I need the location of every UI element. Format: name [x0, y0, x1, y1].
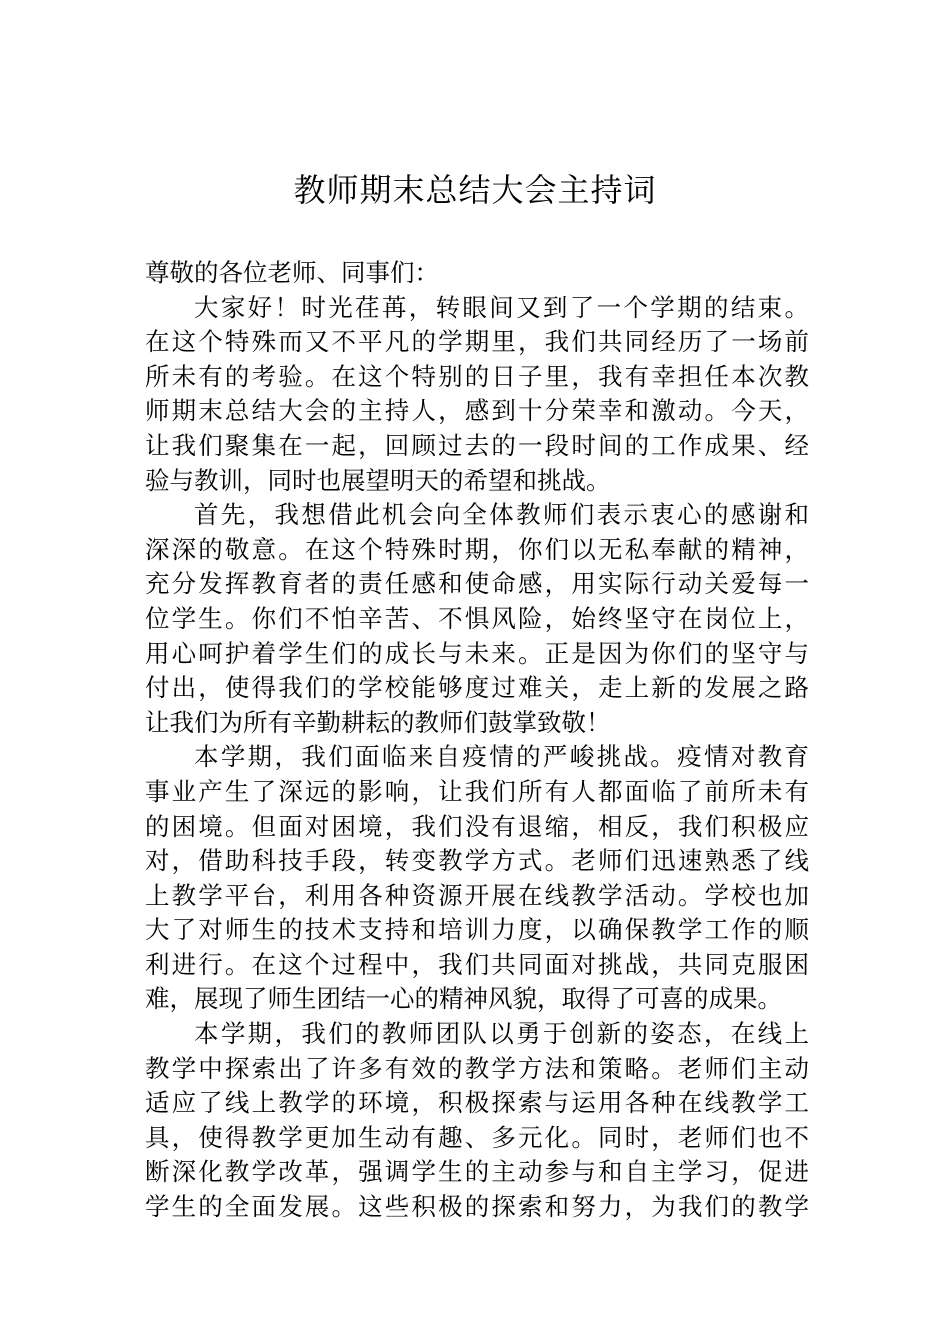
paragraph-3-line-7: 利进行。在这个过程中，我们共同面对挑战，共同克服困 [145, 949, 809, 979]
paragraph-1-line-2: 在这个特殊而又不平凡的学期里，我们共同经历了一场前 [145, 327, 809, 357]
greeting-line: 尊敬的各位老师、同事们： [145, 258, 439, 287]
paragraph-3-line-3: 的困境。但面对困境，我们没有退缩，相反，我们积极应 [145, 811, 809, 841]
paragraph-4-line-3: 适应了线上教学的环境，积极探索与运用各种在线教学工 [145, 1088, 809, 1118]
document-title: 教师期末总结大会主持词 [293, 171, 657, 209]
paragraph-4-line-4: 具，使得教学更加生动有趣、多元化。同时，老师们也不 [145, 1122, 809, 1152]
paragraph-3-line-8: 难，展现了师生团结一心的精神风貌，取得了可喜的成果。 [145, 984, 782, 1014]
paragraph-1-line-5: 让我们聚集在一起，回顾过去的一段时间的工作成果、经 [145, 430, 809, 460]
paragraph-2-line-5: 用心呵护着学生们的成长与未来。正是因为你们的坚守与 [145, 638, 809, 668]
paragraph-3-line-6: 大了对师生的技术支持和培训力度，以确保教学工作的顺 [145, 915, 809, 945]
paragraph-1-line-3: 所未有的考验。在这个特别的日子里，我有幸担任本次教 [145, 361, 809, 391]
paragraph-1-line-1: 大家好！时光荏苒，转眼间又到了一个学期的结束。 [194, 292, 809, 322]
paragraph-2-line-7: 让我们为所有辛勤耕耘的教师们鼓掌致敬！ [145, 707, 611, 737]
paragraph-1-line-6: 验与教训，同时也展望明天的希望和挑战。 [145, 465, 611, 495]
paragraph-4-line-6: 学生的全面发展。这些积极的探索和努力，为我们的教学 [145, 1192, 809, 1222]
paragraph-4-line-2: 教学中探索出了许多有效的教学方法和策略。老师们主动 [145, 1053, 809, 1083]
paragraph-2-line-4: 位学生。你们不怕辛苦、不惧风险，始终坚守在岗位上， [145, 603, 809, 633]
paragraph-2-line-2: 深深的敬意。在这个特殊时期，你们以无私奉献的精神， [145, 534, 809, 564]
paragraph-2-line-6: 付出，使得我们的学校能够度过难关，走上新的发展之路 [145, 673, 809, 703]
paragraph-4-line-5: 断深化教学改革，强调学生的主动参与和自主学习，促进 [145, 1157, 809, 1187]
paragraph-1-line-4: 师期末总结大会的主持人，感到十分荣幸和激动。今天， [145, 396, 809, 426]
paragraph-3-line-4: 对，借助科技手段，转变教学方式。老师们迅速熟悉了线 [145, 846, 809, 876]
paragraph-3-line-1: 本学期，我们面临来自疫情的严峻挑战。疫情对教育 [194, 742, 809, 772]
paragraph-2-line-3: 充分发挥教育者的责任感和使命感，用实际行动关爱每一 [145, 569, 809, 599]
paragraph-3-line-5: 上教学平台，利用各种资源开展在线教学活动。学校也加 [145, 880, 809, 910]
paragraph-2-line-1: 首先，我想借此机会向全体教师们表示衷心的感谢和 [194, 500, 809, 530]
paragraph-4-line-1: 本学期，我们的教师团队以勇于创新的姿态，在线上 [194, 1019, 809, 1049]
document-body [145, 256, 809, 1225]
paragraph-3-line-2: 事业产生了深远的影响，让我们所有人都面临了前所未有 [145, 776, 809, 806]
